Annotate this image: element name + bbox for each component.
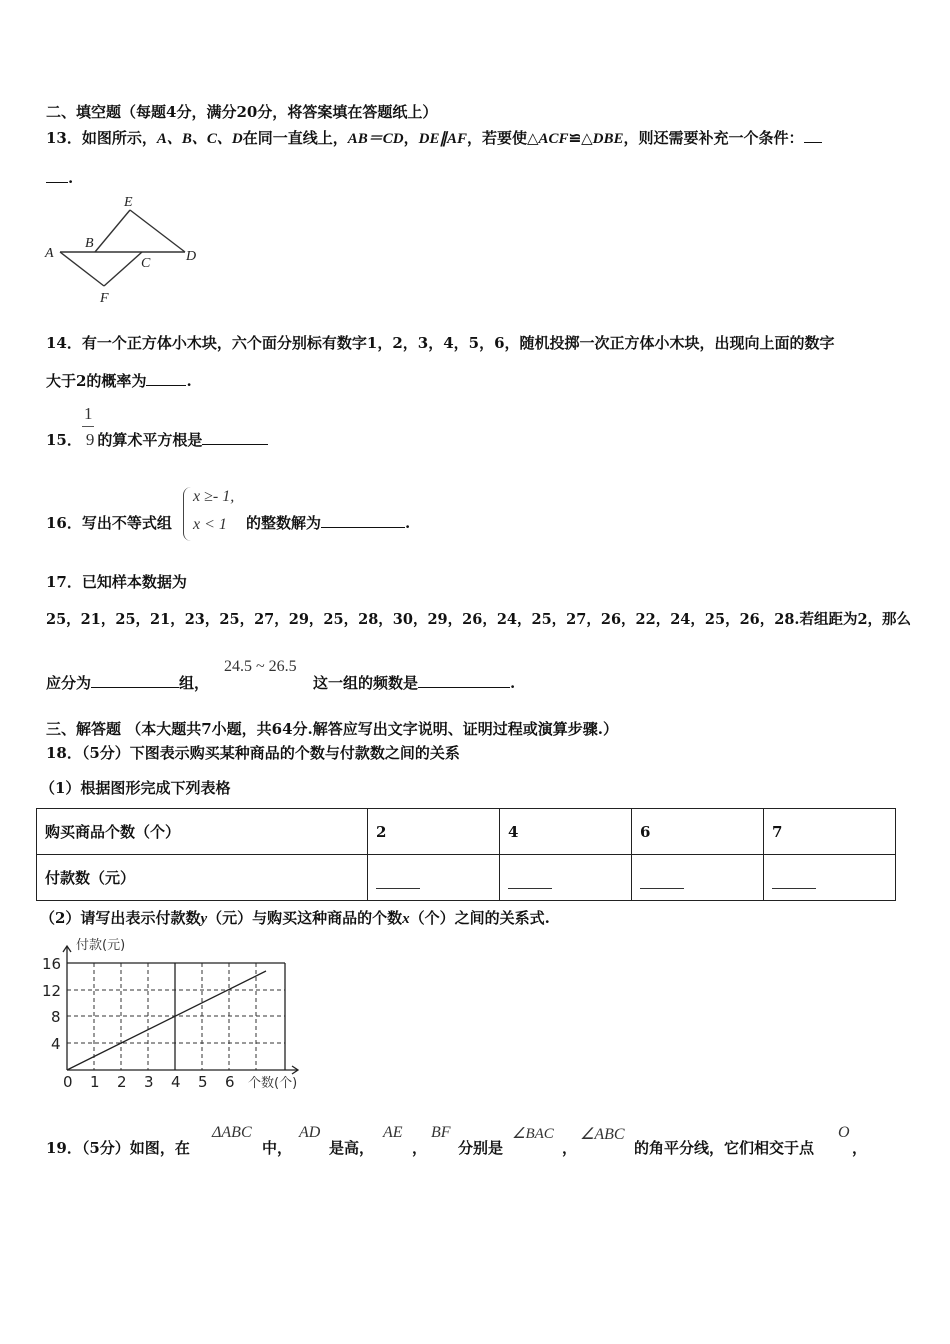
x-tick-2: 2 <box>117 1073 127 1091</box>
q15-fraction-bar <box>82 426 94 427</box>
q15-number: 15． <box>46 431 82 449</box>
q19-text: 是高， <box>329 1139 375 1157</box>
q19-text: 分别是 <box>458 1139 504 1157</box>
q13-text: ，若要使△ <box>467 129 539 147</box>
q14-answer-blank[interactable] <box>146 371 186 386</box>
q15-answer-blank[interactable] <box>202 430 268 445</box>
q13-answer-blank[interactable] <box>804 128 822 143</box>
x-tick-1: 1 <box>90 1073 100 1091</box>
q17-text: 这一组的频数是 <box>313 674 419 692</box>
x-tick-5: 5 <box>198 1073 208 1091</box>
q19-triangle: ΔABC <box>212 1124 252 1141</box>
q14-end: . <box>186 372 192 390</box>
q16-tail <box>246 513 410 533</box>
table-row <box>37 809 896 855</box>
q19-end: ， <box>852 1139 868 1157</box>
y-tick-16: 16 <box>42 955 62 973</box>
q18-text: （2）请写出表示付款数 <box>40 909 201 927</box>
q16-end: . <box>405 514 411 532</box>
q18-text: （个）之间的关系式. <box>409 909 550 927</box>
question-15 <box>46 430 268 450</box>
q14-number: 14． <box>46 334 82 352</box>
question-17 <box>46 572 187 592</box>
q14-text: 有一个正方体小木块，六个面分别标有数字1，2，3，4，5，6，随机投掷一次正方体小木块，出现向上面的数字 <box>81 334 835 352</box>
q19-AD: AD <box>299 1124 321 1141</box>
q19-text: （5分）如图，在 <box>81 1139 190 1157</box>
q16-answer-blank[interactable] <box>321 513 405 528</box>
y-tick-8: 8 <box>51 1008 61 1026</box>
label-D: D <box>186 249 197 264</box>
q17-text: 已知样本数据为 <box>81 573 187 591</box>
answer-blank[interactable] <box>376 876 420 889</box>
q16-brace <box>183 487 192 541</box>
y-tick-4: 4 <box>51 1035 61 1053</box>
q17-question-line <box>46 673 209 693</box>
q17-text: 应分为 <box>46 674 92 692</box>
q17-interval: 24.5 ~ 26.5 <box>224 658 297 675</box>
q19-comma: ， <box>412 1139 428 1157</box>
q15-text: 的算术平方根是 <box>97 431 203 449</box>
q16-inequality-2: x < 1 <box>193 516 227 533</box>
table-row <box>37 855 896 901</box>
q13-text: 在同一直线上， <box>242 129 348 147</box>
q19-angle-BAC: ∠BAC <box>512 1126 554 1142</box>
label-F: F <box>100 291 109 306</box>
q19-BF: BF <box>431 1124 451 1141</box>
q15-denominator: 9 <box>85 430 95 449</box>
q19-text: 的角平分线，它们相交于点 <box>634 1139 815 1157</box>
q16-text: 的整数解为 <box>246 514 322 532</box>
q14-continuation <box>46 371 192 391</box>
q15-numerator: 1 <box>84 404 93 423</box>
table-cell <box>368 855 500 901</box>
q13-parallel: DE∥AF <box>418 131 467 147</box>
q17-text: 组， <box>179 674 210 692</box>
q19-text: 中， <box>262 1139 293 1157</box>
q17-tail <box>313 673 515 693</box>
var-x: x <box>402 911 410 927</box>
q17-groups-blank[interactable] <box>91 673 179 688</box>
label-B: B <box>85 236 94 251</box>
q13-number: 13． <box>46 129 82 147</box>
table-header-cell: 付款数（元） <box>37 855 368 901</box>
q18-part-2 <box>40 908 550 929</box>
label-C: C <box>141 256 151 271</box>
q13-equation: AB＝CD <box>347 131 404 147</box>
q19-angle-ABC: ∠ABC <box>580 1126 625 1143</box>
q14-text: 大于2的概率为 <box>46 372 147 390</box>
q17-number: 17． <box>46 573 82 591</box>
table-cell: 4 <box>500 809 632 855</box>
table-cell: 6 <box>632 809 764 855</box>
table-cell: 7 <box>764 809 896 855</box>
y-tick-12: 12 <box>42 982 62 1000</box>
q13-congruent: ≌△ <box>568 129 593 147</box>
q16-text: 写出不等式组 <box>81 514 172 532</box>
question-14 <box>46 333 835 353</box>
q16-inequality-1: x ≥- 1, <box>193 488 235 505</box>
x-tick-4: 4 <box>171 1073 181 1091</box>
x-axis-label: 个数(个) <box>248 1076 298 1091</box>
q18-line-chart <box>36 932 316 1092</box>
table-header-cell: 购买商品个数（个） <box>37 809 368 855</box>
question-18-title: 18．（5分）下图表示购买某种商品的个数与付款数之间的关系 <box>46 744 460 762</box>
q19-number: 19． <box>46 1139 82 1157</box>
q13-triangle: ACF <box>538 131 569 147</box>
answer-blank[interactable] <box>508 876 552 889</box>
section-3-heading: 三、解答题 （本大题共7小题，共64分.解答应写出文字说明、证明过程或演算步骤.） <box>46 720 618 738</box>
var-y: y <box>200 911 208 927</box>
question-13 <box>46 128 822 149</box>
q17-data-line: 25，21，25，21，23，25，27，29，25，28，30，29，26，24，25，27，26，22，24，25，26，28.若组距为2，那么 <box>46 611 912 628</box>
table-cell <box>632 855 764 901</box>
q18-table <box>36 808 896 901</box>
answer-blank[interactable] <box>772 876 816 889</box>
x-tick-3: 3 <box>144 1073 154 1091</box>
table-cell <box>500 855 632 901</box>
label-A: A <box>45 246 54 261</box>
q13-points: A、B、C、D <box>156 131 243 147</box>
x-tick-0: 0 <box>63 1073 73 1091</box>
q19-AE: AE <box>383 1124 403 1141</box>
q18-part-1: （1）根据图形完成下列表格 <box>40 779 231 797</box>
q19-point-O: O <box>838 1124 850 1141</box>
label-E: E <box>124 195 133 210</box>
question-19 <box>46 1138 190 1158</box>
question-16 <box>46 513 172 533</box>
q13-sep: ， <box>403 129 419 147</box>
y-axis-label: 付款(元) <box>76 938 126 953</box>
q13-text: 如图所示， <box>81 129 157 147</box>
q17-end: . <box>510 674 516 692</box>
q13-answer-blank-cont[interactable] <box>46 168 68 183</box>
q13-end: . <box>68 169 74 187</box>
answer-blank[interactable] <box>640 876 684 889</box>
x-tick-6: 6 <box>225 1073 235 1091</box>
section-2-heading: 二、填空题（每题4分，满分20分，将答案填在答题纸上） <box>46 103 438 121</box>
q13-geometry-figure <box>40 188 210 308</box>
q19-comma: ， <box>562 1139 578 1157</box>
table-cell: 2 <box>368 809 500 855</box>
q13-triangle: DBE <box>592 131 624 147</box>
table-cell <box>764 855 896 901</box>
q13-continuation <box>46 168 73 188</box>
q18-text: （元）与购买这种商品的个数 <box>207 909 403 927</box>
q17-frequency-blank[interactable] <box>418 673 510 688</box>
q13-text: ，则还需要补充一个条件： <box>623 129 804 147</box>
q16-number: 16． <box>46 514 82 532</box>
